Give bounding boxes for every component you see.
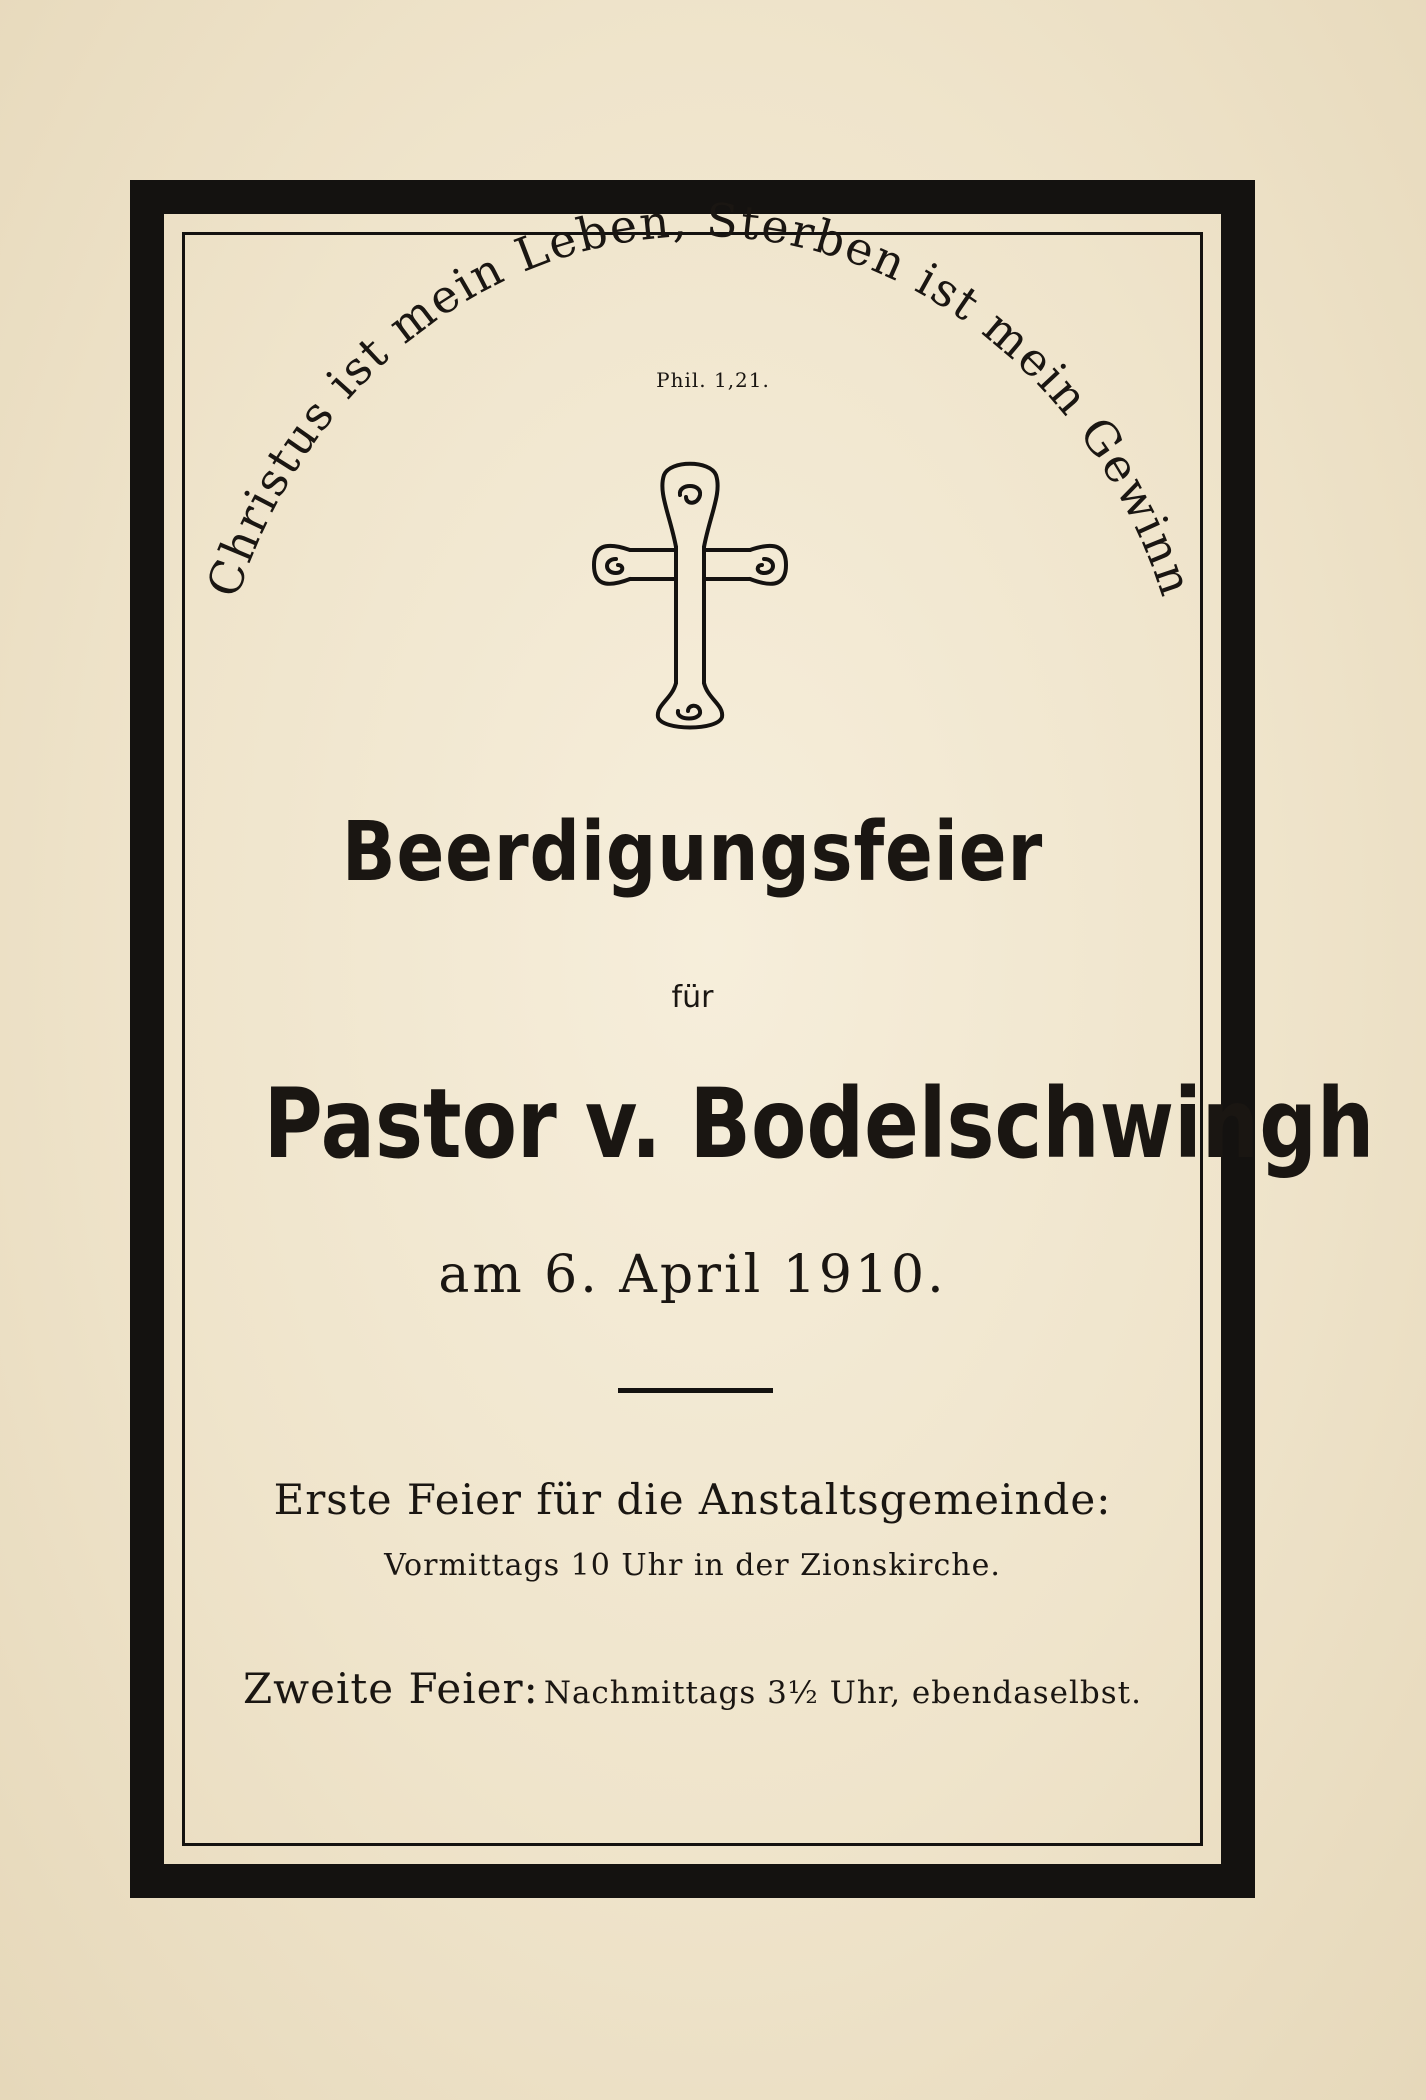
second-service-line (182, 1664, 1203, 1713)
deceased-name: Pastor v. Bodelschwingh (263, 1068, 1375, 1180)
divider-rule (618, 1388, 773, 1393)
for-label: für (671, 980, 714, 1015)
first-service-heading: Erste Feier für die Anstaltsgemeinde: (273, 1475, 1112, 1524)
second-service-heading: Zweite Feier: (243, 1664, 539, 1713)
first-service-detail: Vormittags 10 Uhr in der Zionskirche. (384, 1548, 1001, 1583)
verse-reference: Phil. 1,21. (656, 368, 770, 392)
verse-text: Christus ist mein Leben, Sterben ist mein Gewinn (195, 192, 1205, 604)
funeral-date: am 6. April 1910. (438, 1245, 947, 1305)
second-service-detail: Nachmittags 3½ Uhr, ebendaselbst. (543, 1675, 1142, 1711)
ornamental-cross-icon (590, 455, 790, 730)
notice-title: Beerdigungsfeier (341, 805, 1044, 900)
